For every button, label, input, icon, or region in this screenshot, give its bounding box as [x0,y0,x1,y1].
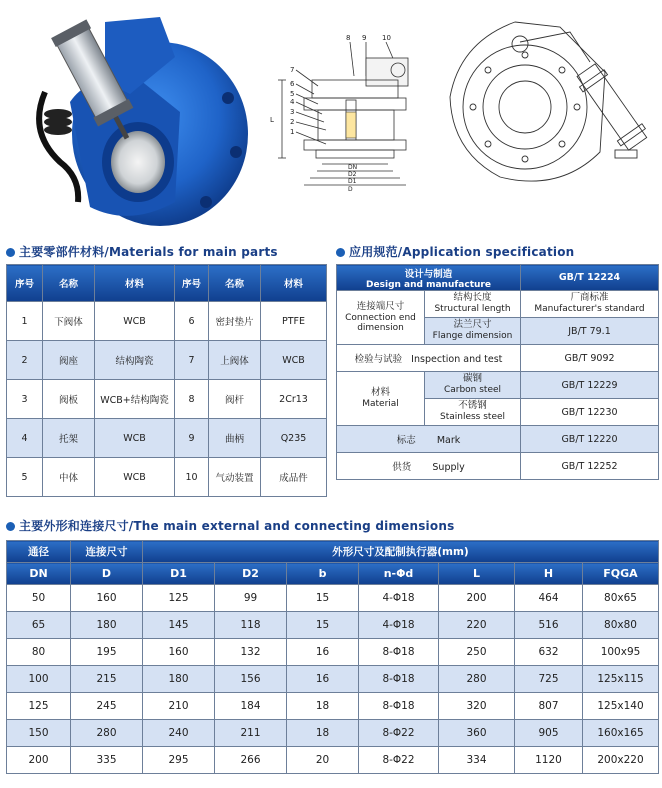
table-row [7,419,327,458]
supply-en: Supply [432,462,465,473]
table-row [7,720,659,747]
label-3: 3 [290,108,295,116]
cell: 成品件 [261,458,327,497]
dim-header-D2: D2 [215,563,287,585]
cell: 100x95 [583,639,659,666]
cell: 240 [143,720,215,747]
mat-header-name2: 名称 [209,265,261,302]
cell: 5 [7,458,43,497]
bullet-icon [6,248,15,257]
cell: WCB [95,458,175,497]
cell: 20 [287,747,359,774]
insp-std: GB/T 9092 [521,345,659,372]
dim-header-D1: D1 [143,563,215,585]
cell: 180 [143,666,215,693]
cell: 245 [71,693,143,720]
mat-header-no1: 序号 [7,265,43,302]
struct-cn: 结构长度 [453,292,492,304]
carbon-cn: 碳钢 [462,373,482,385]
dimensions-body [7,585,659,774]
cell: 210 [143,693,215,720]
cell: 150 [7,720,71,747]
cell: 7 [175,341,209,380]
label-1: 1 [290,128,295,136]
dim-header-cn-connection: 连接尺寸 [71,541,143,563]
label-D2: D2 [348,171,357,178]
label-D: D [348,186,353,193]
cell: 125 [143,585,215,612]
cell: 160 [143,639,215,666]
cell: 15 [287,612,359,639]
design-cn: 设计与制造 [404,268,453,280]
illustration-area [0,0,662,238]
cell: 65 [7,612,71,639]
material-cn: 材料 [370,386,390,398]
cell: 295 [143,747,215,774]
cell: 335 [71,747,143,774]
supply-label [337,453,521,480]
cell: 9 [175,419,209,458]
struct-std-cn: 厂商标准 [570,292,609,304]
mark-label [337,426,521,453]
cell: 156 [215,666,287,693]
cell: 4-Φ18 [359,585,439,612]
dim-header-cn-outline: 外形尺寸及配制执行器(mm) [143,541,659,563]
mat-header-name1: 名称 [43,265,95,302]
dim-header-DN: DN [7,563,71,585]
cell: 4-Φ18 [359,612,439,639]
carbon-en: Carbon steel [443,385,502,396]
cell: PTFE [261,302,327,341]
cell: 632 [515,639,583,666]
cell: 阀杆 [209,380,261,419]
struct-en: Structural length [434,304,511,315]
insp-en: Inspection and test [411,354,503,365]
flange-std: JB/T 79.1 [521,318,659,345]
dimensions-title-text: 主要外形和连接尺寸/The main external and connecting dimensions [19,519,455,533]
supply-cn: 供货 [392,462,412,473]
cell: 80x80 [583,612,659,639]
insp-cn: 检验与试验 [354,354,403,365]
application-title [336,243,574,260]
dimensions-title [6,517,454,534]
mark-cn: 标志 [396,435,416,446]
cell: Q235 [261,419,327,458]
cell: 80x65 [583,585,659,612]
cell: 18 [287,693,359,720]
cell: 125x140 [583,693,659,720]
table-row [7,666,659,693]
label-6: 6 [290,80,295,88]
application-title-text: 应用规范/Application specification [349,245,575,259]
label-8: 8 [346,34,351,42]
label-9: 9 [362,34,367,42]
cell: 320 [439,693,515,720]
cell: 上阀体 [209,341,261,380]
cell: 215 [71,666,143,693]
flange-en: Flange dimension [432,331,513,342]
cell: 18 [287,720,359,747]
carbon-label [425,372,521,399]
label-10: 10 [382,34,391,42]
cell: 2 [7,341,43,380]
valve-photo [10,2,260,234]
label-7: 7 [290,66,295,74]
cell: 4 [7,419,43,458]
material-label [337,372,425,426]
cell: 8-Φ22 [359,720,439,747]
cell: 132 [215,639,287,666]
spring-coil [44,109,72,135]
cell: 145 [143,612,215,639]
material-en: Material [362,398,399,409]
cell: 100 [7,666,71,693]
table-row [7,302,327,341]
dim-header-D: D [71,563,143,585]
cell: 15 [287,585,359,612]
dimensions-table [6,540,659,774]
design-header [337,265,521,291]
table-row [7,693,659,720]
cell: 266 [215,747,287,774]
cell: 280 [71,720,143,747]
cell: WCB+结构陶瓷 [95,380,175,419]
cell: 阀板 [43,380,95,419]
inspection-label [337,345,521,372]
dim-header-n-d: n-Φd [359,563,439,585]
cell: 8 [175,380,209,419]
cell: 125 [7,693,71,720]
cell: 下阀体 [43,302,95,341]
cell: 725 [515,666,583,693]
cell: 2Cr13 [261,380,327,419]
carbon-std: GB/T 12229 [521,372,659,399]
label-4: 4 [290,98,295,106]
bullet-icon [6,522,15,531]
cell: WCB [261,341,327,380]
cell: 99 [215,585,287,612]
conn-cn: 连接端尺寸 [356,300,405,312]
cell: 280 [439,666,515,693]
cell: 334 [439,747,515,774]
cell: 8-Φ18 [359,666,439,693]
dim-header-b: b [287,563,359,585]
label-2: 2 [290,118,295,126]
dim-header-cn-bore: 通径 [7,541,71,563]
conn-en: Connection end dimension [345,312,416,333]
cell: 807 [515,693,583,720]
mat-header-no2: 序号 [175,265,209,302]
cell: 密封垫片 [209,302,261,341]
cell: 464 [515,585,583,612]
table-row [7,585,659,612]
label-L: L [270,116,274,124]
dim-header-H: H [515,563,583,585]
flange-label [425,318,521,345]
label-5: 5 [290,90,295,98]
materials-title [6,243,278,260]
cell: 8-Φ22 [359,747,439,774]
cell: 118 [215,612,287,639]
valve-bore [111,131,165,193]
cell: 50 [7,585,71,612]
table-row [7,341,327,380]
design-en: Design and manufacture [366,279,491,290]
cell: 80 [7,639,71,666]
cell: 16 [287,639,359,666]
mat-header-material1: 材料 [95,265,175,302]
materials-table [6,264,327,497]
cell: 结构陶瓷 [95,341,175,380]
cell: 211 [215,720,287,747]
cell: 200 [439,585,515,612]
stainless-label [425,399,521,426]
materials-title-text: 主要零部件材料/Materials for main parts [19,245,278,259]
cell: 220 [439,612,515,639]
cell: 200 [7,747,71,774]
cell: 160 [71,585,143,612]
struct-std-en: Manufacturer's standard [534,304,645,315]
cell: 905 [515,720,583,747]
stainless-en: Stainless steel [439,412,506,423]
cell: 184 [215,693,287,720]
design-std: GB/T 12224 [521,265,659,291]
mark-en: Mark [436,435,461,446]
cell: 16 [287,666,359,693]
stainless-std: GB/T 12230 [521,399,659,426]
dim-header-FQGA: FQGA [583,563,659,585]
cell: 360 [439,720,515,747]
cell: 3 [7,380,43,419]
table-row [7,639,659,666]
cell: 195 [71,639,143,666]
table-row [7,380,327,419]
supply-std: GB/T 12252 [521,453,659,480]
cell: 1120 [515,747,583,774]
cell: WCB [95,302,175,341]
struct-std [521,291,659,318]
cell: 160x165 [583,720,659,747]
cell: 中体 [43,458,95,497]
cell: 6 [175,302,209,341]
label-D1: D1 [348,178,357,185]
cell: 180 [71,612,143,639]
cell: 气动装置 [209,458,261,497]
cell: 托架 [43,419,95,458]
cell: WCB [95,419,175,458]
label-DN: DN [348,164,358,171]
struct-label [425,291,521,318]
connection-label [337,291,425,345]
cell: 10 [175,458,209,497]
application-table [336,264,659,480]
dim-header-L: L [439,563,515,585]
cell: 阀座 [43,341,95,380]
bullet-icon [336,248,345,257]
cell: 8-Φ18 [359,693,439,720]
table-row [7,458,327,497]
table-row [7,747,659,774]
cross-section-drawing [262,30,422,195]
flange-cn: 法兰尺寸 [453,319,492,331]
table-row [7,612,659,639]
cell: 250 [439,639,515,666]
cell: 200x220 [583,747,659,774]
stainless-cn: 不锈钢 [458,400,487,412]
mark-std: GB/T 12220 [521,426,659,453]
cell: 8-Φ18 [359,639,439,666]
cell: 曲柄 [209,419,261,458]
cell: 125x115 [583,666,659,693]
cell: 516 [515,612,583,639]
top-view-drawing [430,2,658,202]
mat-header-material2: 材料 [261,265,327,302]
cell: 1 [7,302,43,341]
